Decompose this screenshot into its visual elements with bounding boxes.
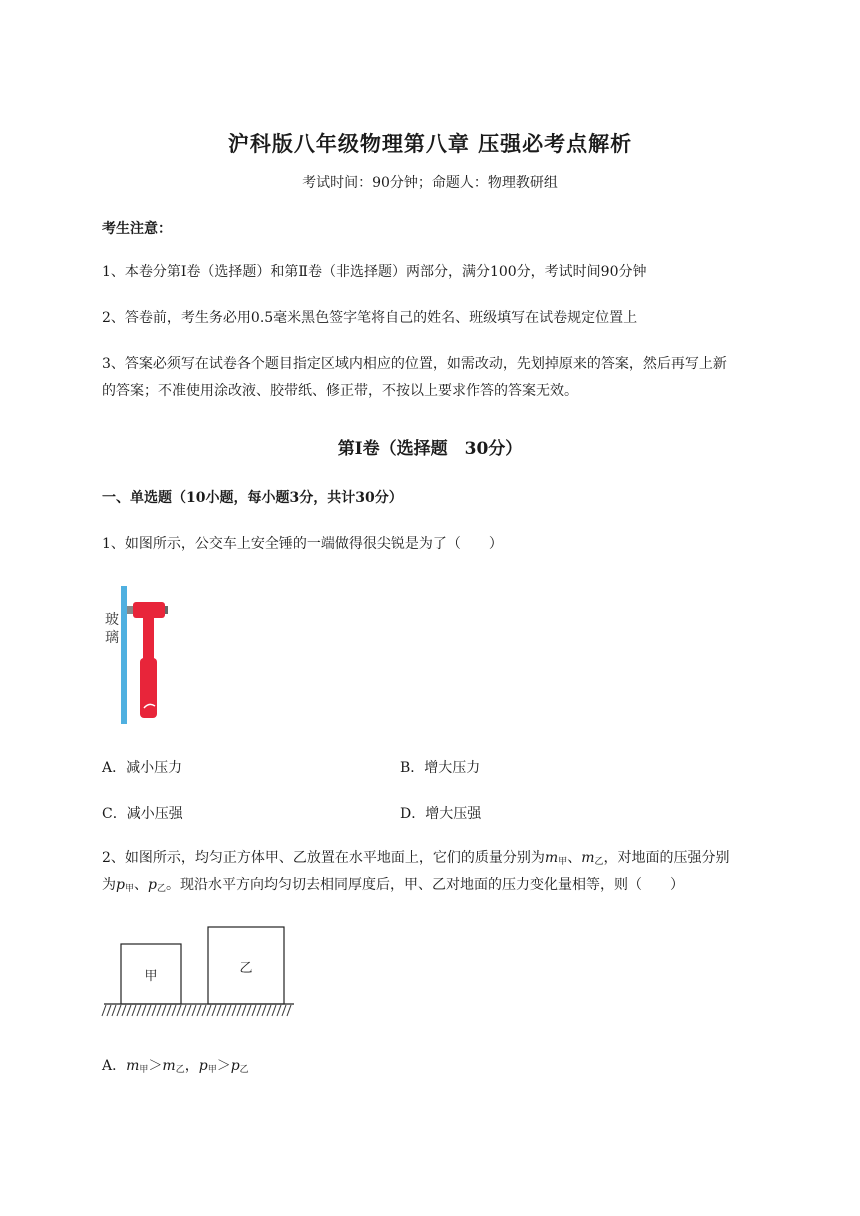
hatch-line	[152, 1005, 156, 1016]
q2-figure	[100, 922, 300, 1022]
hatch-line	[267, 1005, 271, 1016]
part-heading: 一、单选题（10小题，每小题3分，共计30分）	[102, 490, 403, 506]
glass-label-1: 玻	[105, 612, 119, 628]
q1-option-b[interactable]: B．增大压力	[400, 760, 481, 776]
hatch-line	[107, 1005, 111, 1016]
hatch-line	[272, 1005, 276, 1016]
hatch-line	[252, 1005, 256, 1016]
hatch-line	[242, 1005, 246, 1016]
glass-label-2: 璃	[105, 630, 119, 646]
hatch-line	[132, 1005, 136, 1016]
notice-item-2: 2、答卷前，考生务必用0.5毫米黑色签字笔将自己的姓名、班级填写在试卷规定位置上	[102, 310, 638, 326]
hatch-line	[102, 1005, 106, 1016]
hatch-line	[287, 1005, 291, 1016]
hatch-line	[147, 1005, 151, 1016]
hatch-line	[162, 1005, 166, 1016]
hatch-line	[217, 1005, 221, 1016]
safety-hammer	[127, 602, 168, 718]
q1-option-a[interactable]: A．减小压力	[102, 760, 183, 776]
hatch-line	[257, 1005, 261, 1016]
hatch-line	[122, 1005, 126, 1016]
notice-item-3: 3、答案必须写在试卷各个题目指定区域内相应的位置，如需改动，先划掉原来的答案，然后再写上新	[102, 356, 727, 372]
hatch-line	[277, 1005, 281, 1016]
section-title: 第Ⅰ卷（选择题 30分）	[337, 439, 523, 459]
q1-figure	[100, 580, 190, 730]
hatch-line	[222, 1005, 226, 1016]
cube-yi-label: 乙	[239, 961, 253, 976]
hatch-line	[262, 1005, 266, 1016]
notice-item-1: 1、本卷分第Ⅰ卷（选择题）和第Ⅱ卷（非选择题）两部分，满分100分，考试时间90分钟	[102, 264, 647, 280]
cube-jia-label: 甲	[144, 969, 158, 984]
ground-hatch	[102, 1005, 291, 1016]
glass-pane	[121, 586, 127, 724]
question-2-stem-line-2: 为$p_甲$、$p_乙$。现沿水平方向均匀切去相同厚度后，甲、乙对地面的压力变化量相等，则（ ）	[102, 877, 684, 894]
notice-item-3-cont: 的答案；不准使用涂改液、胶带纸、修正带，不按以上要求作答的答案无效。	[102, 383, 578, 399]
page-subtitle: 考试时间：90分钟；命题人：物理教研组	[302, 175, 558, 191]
q2-option-a[interactable]: A．$m_甲>m_乙$，$p_甲>p_乙$	[102, 1058, 249, 1075]
hatch-line	[187, 1005, 191, 1016]
question-2-stem-line-1: 2、如图所示，均匀正方体甲、乙放置在水平地面上，它们的质量分别为$m_甲$、$m_乙$，对地面的压强分别	[102, 850, 730, 867]
hatch-line	[117, 1005, 121, 1016]
hatch-line	[282, 1005, 286, 1016]
hatch-line	[207, 1005, 211, 1016]
page-title: 沪科版八年级物理第八章 压强必考点解析	[227, 131, 633, 156]
hatch-line	[172, 1005, 176, 1016]
hatch-line	[112, 1005, 116, 1016]
notice-heading: 考生注意：	[102, 221, 172, 237]
q1-option-d[interactable]: D．增大压强	[400, 806, 482, 822]
hatch-line	[182, 1005, 186, 1016]
hatch-line	[157, 1005, 161, 1016]
hatch-line	[227, 1005, 231, 1016]
hatch-line	[167, 1005, 171, 1016]
hatch-line	[197, 1005, 201, 1016]
hatch-line	[137, 1005, 141, 1016]
hatch-line	[212, 1005, 216, 1016]
hatch-line	[232, 1005, 236, 1016]
hatch-line	[142, 1005, 146, 1016]
hatch-line	[127, 1005, 131, 1016]
hatch-line	[202, 1005, 206, 1016]
hatch-line	[192, 1005, 196, 1016]
q1-option-c[interactable]: C．减小压强	[102, 806, 183, 822]
hatch-line	[237, 1005, 241, 1016]
question-1-stem: 1、如图所示，公交车上安全锤的一端做得很尖锐是为了（ ）	[102, 536, 503, 552]
hatch-line	[247, 1005, 251, 1016]
hatch-line	[177, 1005, 181, 1016]
